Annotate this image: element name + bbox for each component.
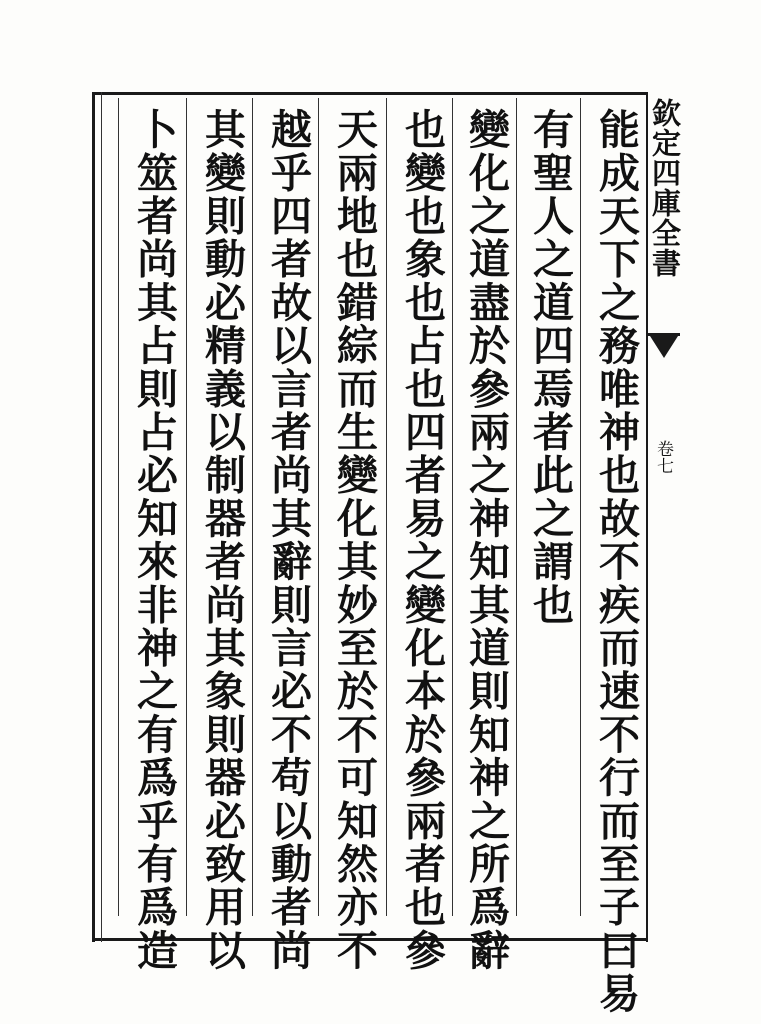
fishtail-mark — [650, 336, 678, 358]
text-column-6: 越乎四者故以言者尚其辭則言必不苟以動者尚 — [264, 108, 312, 972]
column-rule — [386, 98, 387, 916]
column-rule — [452, 98, 453, 916]
text-column-1: 能成天下之務唯神也故不疾而速不行而至子曰易 — [592, 108, 640, 1016]
margin-book-title: 欽定四庫全書 — [648, 98, 682, 278]
frame-left-border — [92, 92, 102, 942]
column-rule — [580, 98, 581, 916]
text-column-4: 也變也象也占也四者易之變化本於參兩者也參 — [398, 108, 446, 972]
frame-top-border — [92, 92, 648, 95]
column-rule — [516, 98, 517, 916]
column-rule — [318, 98, 319, 916]
text-column-2: 有聖人之道四焉者此之謂也 — [526, 108, 574, 627]
text-column-5: 天兩地也錯綜而生變化其妙至於不可知然亦不 — [330, 108, 378, 972]
text-column-8: 卜筮者尚其占則占必知來非神之有爲乎有爲造 — [130, 108, 178, 972]
text-column-3: 變化之道盡於參兩之神知其道則知神之所爲辭 — [462, 108, 510, 972]
column-rule — [118, 98, 119, 916]
margin-volume-label: 卷七 — [653, 440, 673, 474]
text-column-7: 其變則動必精義以制器者尚其象則器必致用以 — [198, 108, 246, 972]
column-rule — [186, 98, 187, 916]
column-rule — [252, 98, 253, 916]
